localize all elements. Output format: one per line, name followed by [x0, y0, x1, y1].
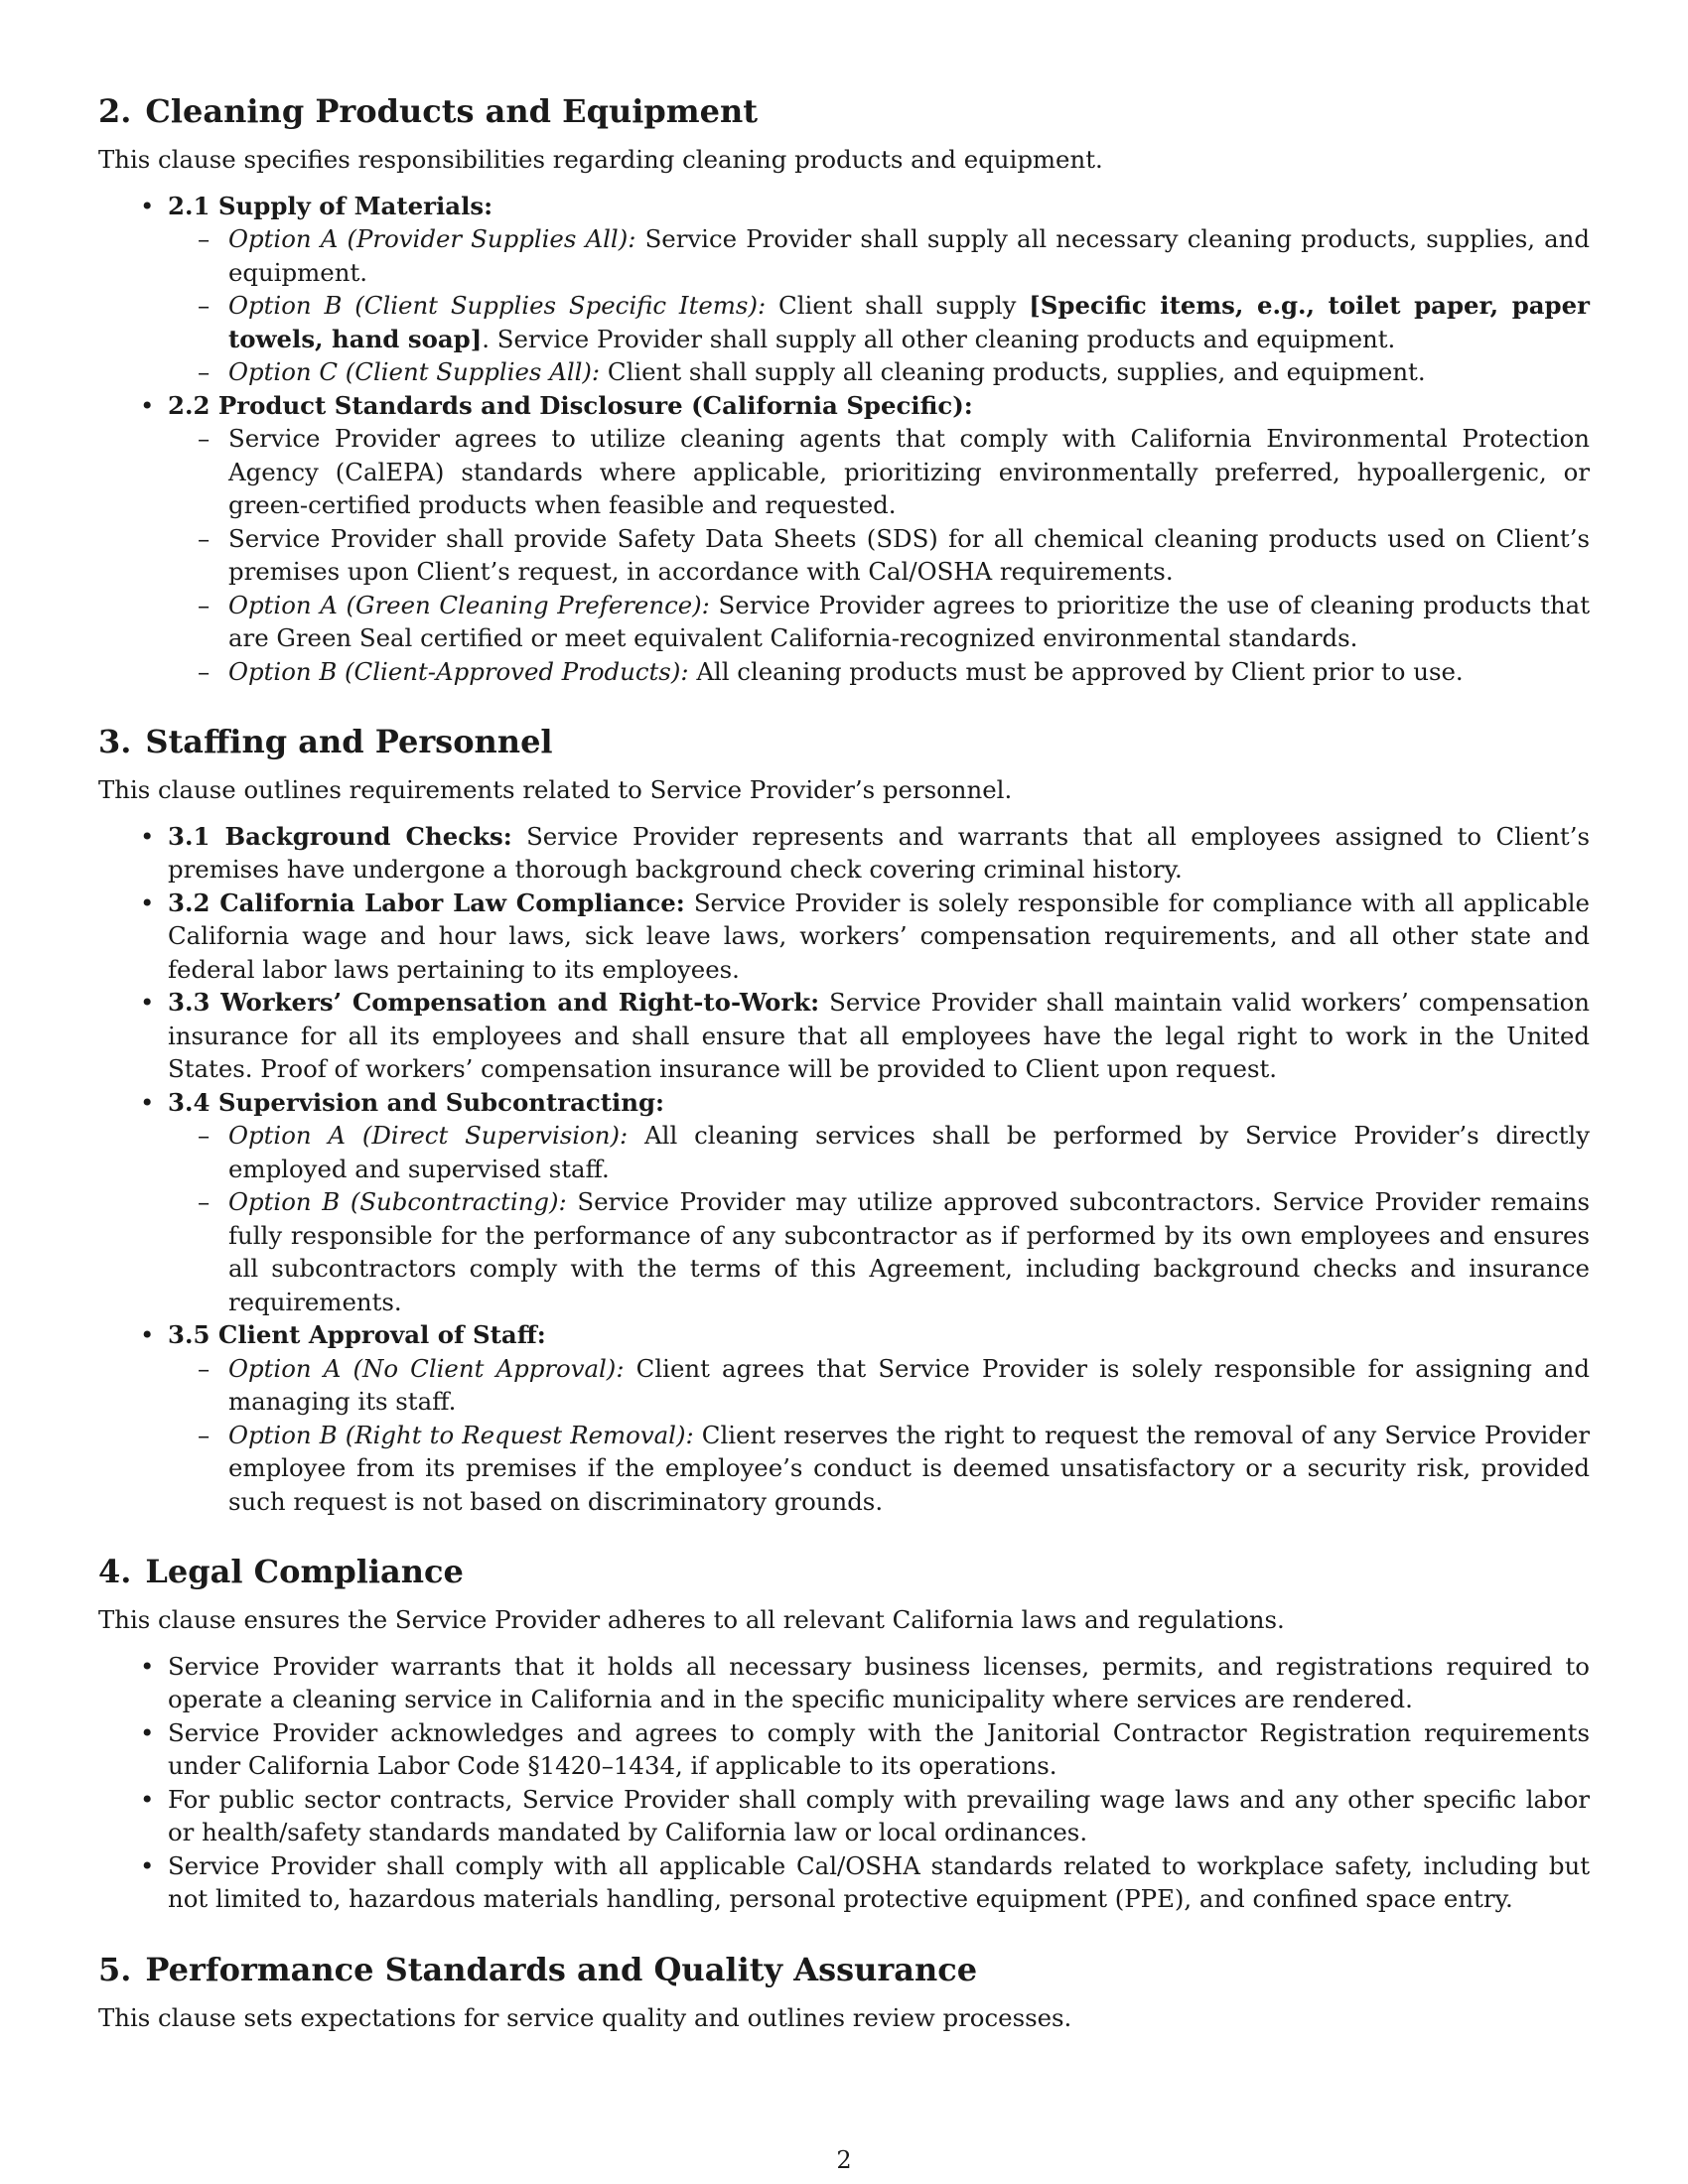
option-label: Option B (Client-Approved Products):: [228, 656, 689, 686]
section-intro: This clause ensures the Service Provider adheres to all relevant California laws and regulations.: [98, 1605, 1285, 1634]
document-page: [98, 91, 1590, 2047]
clause-item: [98, 1783, 1590, 1849]
clause-text: Service Provider represents and warrants that all employees assigned to Client’s premises have undergone a thorough background check covering criminal history.: [168, 821, 1590, 884]
option-label: Option A (Direct Supervision):: [228, 1121, 629, 1150]
clause-label: 3.2 California Labor Law Compliance:: [168, 887, 685, 917]
clause-item: [98, 820, 1590, 887]
clause-text: For public sector contracts, Service Provider shall comply with prevailing wage laws and any other specific labor or health/safety standards mandated by California law or local ordinances.: [168, 1784, 1590, 1846]
section-4: [98, 1552, 1590, 1916]
clause-label: 2.2 Product Standards and Disclosure (California Specific):: [168, 390, 973, 420]
option-item: [168, 222, 1590, 289]
section-spacer: [98, 688, 1590, 722]
option-item: [168, 422, 1590, 522]
option-item: [168, 589, 1590, 655]
option-label: Option A (No Client Approval):: [228, 1353, 625, 1383]
section-3: [98, 722, 1590, 1518]
section-intro: This clause specifies responsibilities regarding cleaning products and equipment.: [98, 145, 1103, 174]
placeholder-text: [Specific items, e.g., toilet paper, paper towels, hand soap]: [228, 291, 1590, 353]
section-heading: 2. Cleaning Products and Equipment: [98, 92, 758, 130]
option-item: [168, 355, 1590, 389]
clause-item: [98, 1716, 1590, 1783]
option-text: Client shall supply: [766, 291, 1030, 320]
option-text: Client agrees that Service Provider is solely responsible for assigning and managing its staff.: [228, 1353, 1590, 1416]
clause-text: Service Provider acknowledges and agrees to comply with the Janitorial Contractor Registration requirements under California Labor Code §1420–1434, if applicable to its operations.: [168, 1717, 1590, 1780]
option-text: Service Provider agrees to prioritize the use of cleaning products that are Green Seal certified or meet equivalent California-recognized environmental standards.: [228, 590, 1590, 652]
section-heading: 4. Legal Compliance: [98, 1553, 464, 1590]
option-text: Client shall supply all cleaning products, supplies, and equipment.: [600, 357, 1426, 386]
option-item: [168, 1185, 1590, 1318]
option-list: [168, 222, 1590, 389]
option-label: Option A (Green Cleaning Preference):: [228, 590, 710, 619]
option-item: [168, 522, 1590, 589]
option-item: [168, 1119, 1590, 1185]
section-heading: 5. Performance Standards and Quality Assurance: [98, 1950, 978, 1988]
clause-item: [98, 1086, 1590, 1319]
option-label: Option B (Subcontracting):: [228, 1187, 567, 1216]
option-list: [168, 1352, 1590, 1519]
clause-item: [98, 1650, 1590, 1716]
clause-item: [98, 1318, 1590, 1518]
option-list: [168, 422, 1590, 688]
clause-item: [98, 887, 1590, 987]
clause-label: 3.5 Client Approval of Staff:: [168, 1320, 546, 1349]
clause-list: [98, 1650, 1590, 1916]
clause-label: 2.1 Supply of Materials:: [168, 191, 493, 220]
option-label: Option C (Client Supplies All):: [228, 357, 601, 386]
option-text: All cleaning services shall be performed by Service Provider’s directly employed and supervised staff.: [228, 1121, 1591, 1183]
section-heading: 3. Staffing and Personnel: [98, 723, 553, 760]
clause-label: 3.1 Background Checks:: [168, 821, 512, 851]
option-list: [168, 1119, 1590, 1318]
section-5: [98, 1950, 1590, 2035]
section-spacer: [98, 1916, 1590, 1950]
clause-text: Service Provider warrants that it holds all necessary business licenses, permits, and registrations required to operate a cleaning service in California and in the specific municipality where services are rendered.: [168, 1651, 1590, 1713]
clause-item: [98, 986, 1590, 1086]
clause-item: [98, 389, 1590, 689]
clause-item: [98, 1849, 1590, 1916]
option-text: All cleaning products must be approved by Client prior to use.: [688, 656, 1464, 686]
page-number: 2: [836, 2146, 852, 2174]
clause-text: Service Provider shall maintain valid workers’ compensation insurance for all its employees and shall ensure that all employees have the legal right to work in the United States. Proof of workers’ compensation insurance will be provided to Client upon request.: [168, 988, 1591, 1083]
clause-list: [98, 820, 1590, 1519]
clause-text: Service Provider is solely responsible for compliance with all applicable California wage and hour laws, sick leave laws, workers’ compensation requirements, and all other state and federal labor laws pertaining to its employees.: [168, 887, 1590, 984]
section-intro: This clause sets expectations for service quality and outlines review processes.: [98, 2002, 1072, 2032]
option-text: Service Provider shall provide Safety Data Sheets (SDS) for all chemical cleaning products used on Client’s premises upon Client’s request, in accordance with Cal/OSHA requirements.: [228, 523, 1590, 586]
section-2: [98, 91, 1590, 688]
option-item: [168, 1419, 1590, 1519]
option-item: [168, 1352, 1590, 1419]
clause-label: 3.4 Supervision and Subcontracting:: [168, 1087, 665, 1117]
clause-label: 3.3 Workers’ Compensation and Right-to-Work:: [168, 988, 820, 1017]
option-text: Service Provider shall supply all necessary cleaning products, supplies, and equipment.: [228, 224, 1590, 287]
option-label: Option B (Client Supplies Specific Items):: [228, 291, 767, 320]
option-label: Option B (Right to Request Removal):: [228, 1420, 694, 1449]
option-text: Client reserves the right to request the removal of any Service Provider employee from its premises if the employee’s conduct is deemed unsatisfactory or a security risk, provided such request is not based on discriminatory grounds.: [228, 1420, 1590, 1516]
option-item: [168, 289, 1590, 355]
section-intro: This clause outlines requirements related to Service Provider’s personnel.: [98, 775, 1013, 804]
option-text: Service Provider may utilize approved subcontractors. Service Provider remains fully responsible for the performance of any subcontractor as if performed by its own employees and ensures all subcontractors comply with the terms of this Agreement, including background checks and insurance requirements.: [228, 1187, 1590, 1316]
option-label: Option A (Provider Supplies All):: [228, 224, 636, 253]
option-text: . Service Provider shall supply all other cleaning products and equipment.: [482, 324, 1396, 353]
option-item: [168, 655, 1590, 689]
clause-text: Service Provider shall comply with all applicable Cal/OSHA standards related to workplace safety, including but not limited to, hazardous materials handling, personal protective equipment (PPE), and confined space entry.: [168, 1850, 1590, 1913]
clause-list: [98, 190, 1590, 689]
section-spacer: [98, 1518, 1590, 1552]
option-text: Service Provider agrees to utilize cleaning agents that comply with California Environmental Protection Agency (CalEPA) standards where applicable, prioritizing environmentally preferred, hypoallergenic, or green-certified products when feasible and requested.: [228, 424, 1590, 519]
clause-item: [98, 190, 1590, 389]
